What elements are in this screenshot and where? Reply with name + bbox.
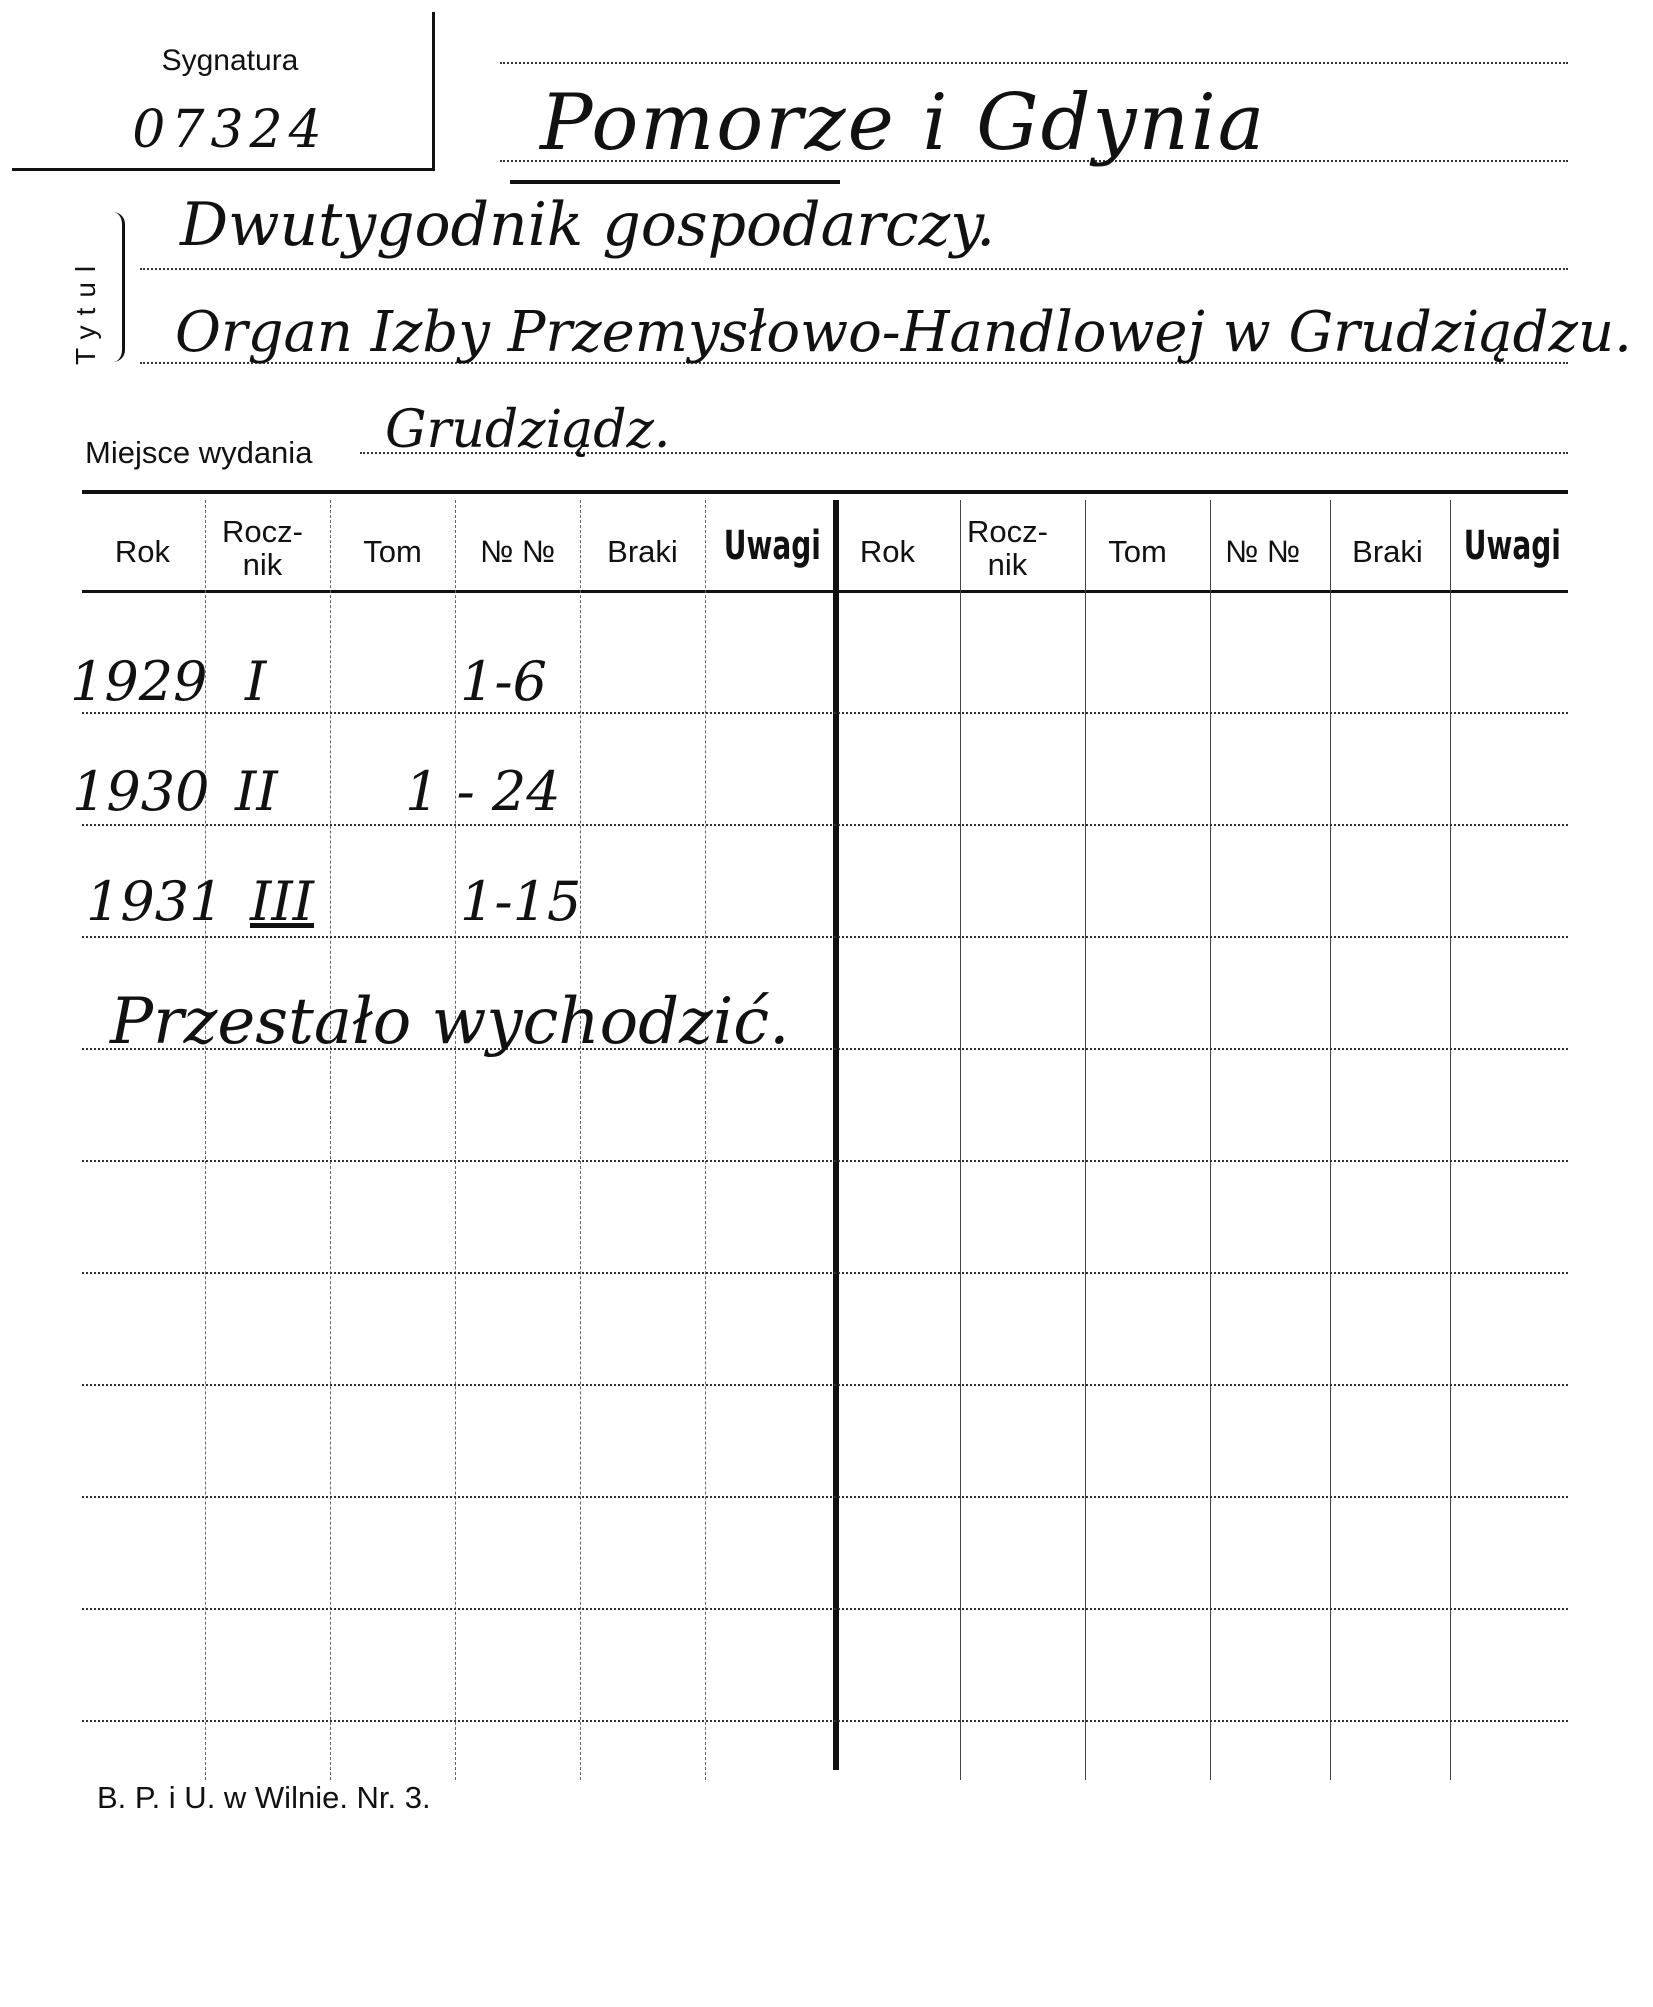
note-text: Przestało wychodzić.: [110, 985, 790, 1059]
row3-numery: 1-15: [460, 870, 582, 933]
place-value: Grudziądz.: [385, 400, 671, 460]
title-line-1: Dwutygodnik gospodarczy.: [180, 190, 996, 260]
signature-label: Sygnatura: [161, 44, 299, 77]
row2-numery: 1 - 24: [405, 760, 561, 823]
row2-rok: 1930: [72, 760, 210, 823]
table-top-rule: [82, 490, 1568, 494]
header-braki: Braki: [607, 534, 678, 569]
header-tom-right: Tom: [1108, 534, 1167, 569]
column-divider: [960, 500, 961, 1780]
row3-rok: 1931: [86, 870, 224, 933]
row1-rocznik: I: [245, 650, 267, 713]
row-line: [82, 1496, 1568, 1498]
column-divider: [455, 500, 456, 1780]
row-line: [82, 1384, 1568, 1386]
column-divider: [1450, 500, 1451, 1780]
header-tom: Tom: [363, 534, 422, 569]
row3-rocznik: III: [250, 870, 314, 933]
header-rocznik-right: Rocz- nik: [967, 514, 1048, 582]
row-line: [82, 1720, 1568, 1722]
header-numery: № №: [479, 534, 556, 569]
main-title: Pomorze i Gdynia: [540, 78, 1267, 168]
column-divider: [705, 500, 706, 1780]
row-line: [82, 1160, 1568, 1162]
column-divider: [330, 500, 331, 1780]
header-uwagi-right: Uwagi: [1463, 523, 1561, 569]
dotted-line: [140, 268, 1568, 270]
header-rok-right: Rok: [859, 534, 916, 569]
column-divider: [1085, 500, 1086, 1780]
row2-rocznik: II: [235, 760, 278, 823]
header-braki-right: Braki: [1352, 534, 1423, 569]
row-line: [82, 936, 1568, 938]
header-rocznik: Rocz- nik: [222, 514, 303, 582]
row-line: [82, 712, 1568, 714]
place-label: Miejsce wydania: [85, 435, 313, 470]
signature-value: 07324: [132, 100, 328, 160]
row1-rok: 1929: [70, 650, 208, 713]
title-underline: [510, 180, 840, 184]
title-line-2: Organ Izby Przemysłowo-Handlowej w Grudziądzu.: [175, 300, 1632, 365]
row-line: [82, 1272, 1568, 1274]
title-label: Tytul: [70, 255, 101, 365]
header-rok: Rok: [114, 534, 171, 569]
header-numery-right: № №: [1224, 534, 1301, 569]
table-header-rule: [82, 590, 1568, 593]
dotted-line: [500, 62, 1568, 64]
center-divider: [833, 500, 839, 1770]
row1-numery: 1-6: [460, 650, 547, 713]
row-line: [82, 824, 1568, 826]
footer-text: B. P. i U. w Wilnie. Nr. 3.: [97, 1780, 431, 1815]
column-divider: [580, 500, 581, 1780]
column-divider: [1210, 500, 1211, 1780]
header-uwagi: Uwagi: [723, 523, 821, 569]
title-brace: [108, 212, 125, 362]
column-divider: [1330, 500, 1331, 1780]
row-line: [82, 1608, 1568, 1610]
